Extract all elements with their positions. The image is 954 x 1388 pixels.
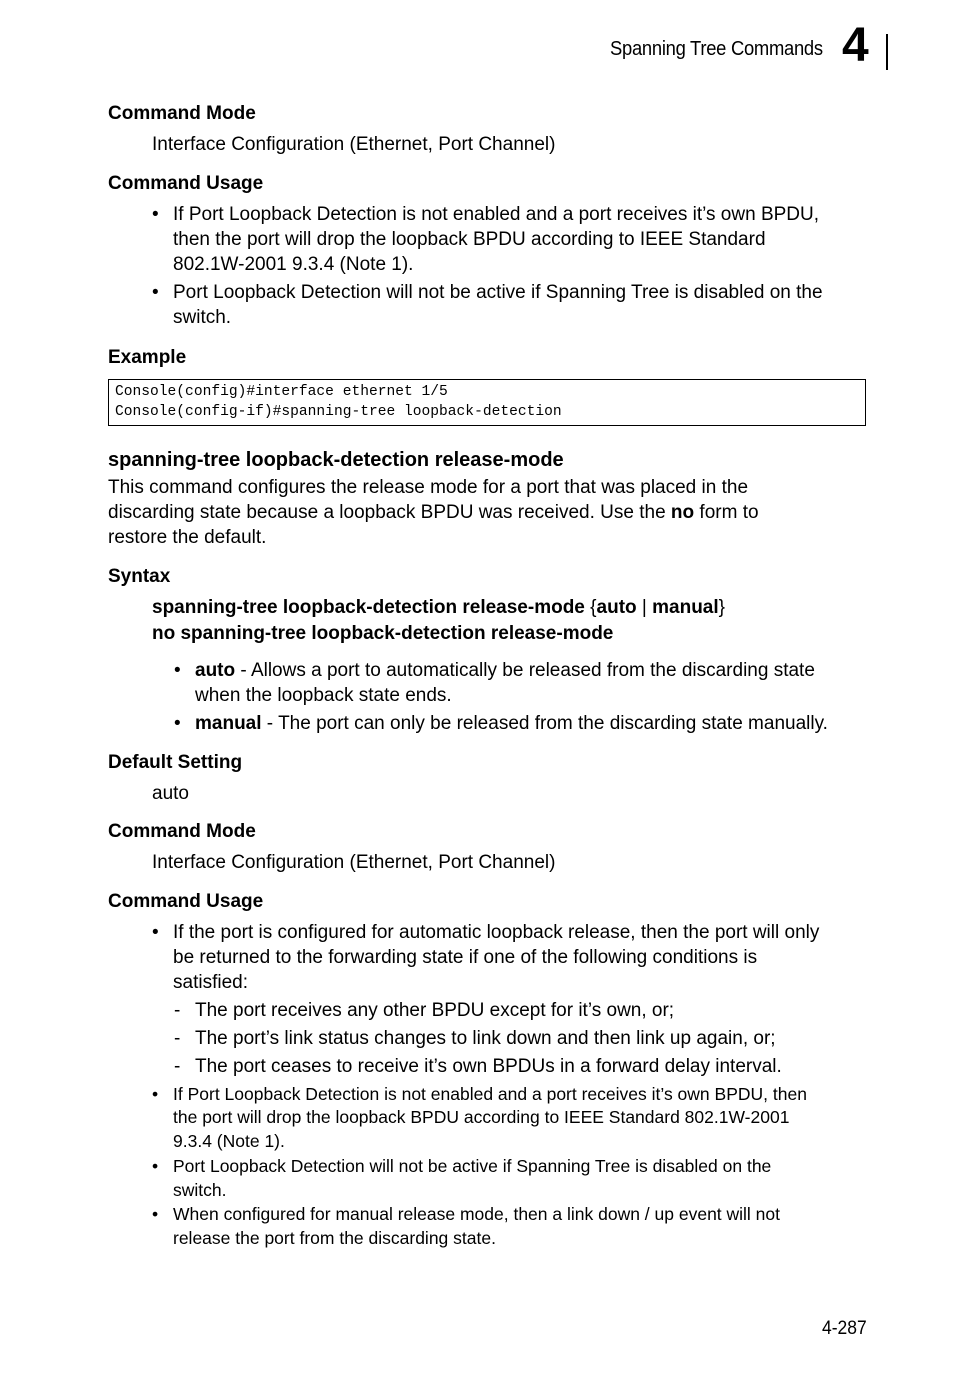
- parameter-desc-line: when the loopback state ends.: [195, 685, 452, 706]
- command-mode-text: Interface Configuration (Ethernet, Port Channel): [152, 134, 556, 155]
- code-line: Console(config-if)#spanning-tree loopback-detection: [115, 404, 562, 420]
- dash-item: The port’s link status changes to link down and then link up again, or;: [195, 1028, 776, 1049]
- chapter-number: 4: [842, 19, 869, 72]
- usage-bullet-line: switch.: [173, 307, 232, 328]
- description-text: form to: [694, 502, 759, 523]
- usage-bullet-line: be returned to the forwarding state if one of the following conditions is: [173, 947, 758, 968]
- syntax-brace: {: [590, 597, 597, 618]
- bullet-marker: •: [152, 1156, 159, 1176]
- usage-bullet-line: the port will drop the loopback BPDU according to IEEE Standard 802.1W-2001: [173, 1107, 790, 1127]
- usage-bullet-line: satisfied:: [173, 972, 248, 993]
- command-usage-heading: Command Usage: [108, 891, 264, 912]
- dash-item: The port ceases to receive it’s own BPDUs in a forward delay interval.: [195, 1056, 782, 1077]
- parameter-name: auto: [195, 660, 236, 681]
- default-setting-value: auto: [152, 783, 189, 804]
- example-heading: Example: [108, 347, 187, 368]
- chapter-divider: [886, 34, 888, 70]
- dash-marker: -: [174, 1056, 181, 1077]
- usage-bullet-line: release the port from the discarding state.: [173, 1228, 496, 1248]
- syntax-brace: }: [718, 597, 726, 618]
- description-line: [108, 500, 759, 525]
- usage-bullet-line: 9.3.4 (Note 1).: [173, 1131, 285, 1151]
- description-text: discarding state because a loopback BPDU was received. Use the: [108, 502, 671, 523]
- usage-bullet-line: then the port will drop the loopback BPDU according to IEEE Standard: [173, 229, 766, 250]
- parameter-desc: - The port can only be released from the discarding state manually.: [261, 713, 828, 734]
- dash-marker: -: [174, 1028, 181, 1049]
- syntax-option: auto: [596, 597, 637, 618]
- usage-bullet-line: Port Loopback Detection will not be active if Spanning Tree is disabled on the: [173, 1156, 772, 1176]
- default-setting-heading: Default Setting: [108, 752, 243, 773]
- syntax-separator: |: [636, 597, 653, 618]
- command-mode-heading: Command Mode: [108, 821, 256, 842]
- bullet-marker: •: [174, 713, 181, 734]
- usage-bullet-line: switch.: [173, 1180, 227, 1200]
- syntax-no-line: no spanning-tree loopback-detection release-mode: [152, 623, 614, 644]
- parameter-item: [195, 658, 815, 683]
- parameter-item: [195, 711, 828, 736]
- description-line: restore the default.: [108, 527, 267, 548]
- bullet-marker: •: [152, 204, 159, 225]
- command-mode-heading: Command Mode: [108, 103, 256, 124]
- syntax-heading: Syntax: [108, 566, 171, 587]
- bullet-marker: •: [174, 660, 181, 681]
- keyword-no: no: [670, 502, 695, 523]
- bullet-marker: •: [152, 1084, 159, 1104]
- syntax-line: [152, 595, 725, 620]
- command-usage-heading: Command Usage: [108, 173, 264, 194]
- description-line: This command configures the release mode for a port that was placed in the: [108, 477, 749, 498]
- usage-bullet-line: If Port Loopback Detection is not enabled and a port receives it’s own BPDU,: [173, 204, 820, 225]
- page-number: 4-287: [822, 1318, 867, 1339]
- usage-bullet-line: Port Loopback Detection will not be active if Spanning Tree is disabled on the: [173, 282, 823, 303]
- running-header: Spanning Tree Commands: [610, 38, 823, 60]
- usage-bullet-line: If the port is configured for automatic loopback release, then the port will only: [173, 922, 820, 943]
- usage-bullet-line: 802.1W-2001 9.3.4 (Note 1).: [173, 254, 414, 275]
- dash-item: The port receives any other BPDU except for it’s own, or;: [195, 1000, 675, 1021]
- parameter-name: manual: [195, 713, 262, 734]
- bullet-marker: •: [152, 1204, 159, 1224]
- dash-marker: -: [174, 1000, 181, 1021]
- bullet-marker: •: [152, 282, 159, 303]
- syntax-command: spanning-tree loopback-detection release-mode: [152, 597, 591, 618]
- command-mode-text: Interface Configuration (Ethernet, Port Channel): [152, 852, 556, 873]
- syntax-option: manual: [652, 597, 719, 618]
- bullet-marker: •: [152, 922, 159, 943]
- usage-bullet-line: If Port Loopback Detection is not enabled and a port receives it’s own BPDU, then: [173, 1084, 807, 1104]
- code-line: Console(config)#interface ethernet 1/5: [115, 384, 448, 400]
- command-title: spanning-tree loopback-detection release-mode: [108, 449, 564, 471]
- parameter-desc: - Allows a port to automatically be released from the discarding state: [235, 660, 815, 681]
- usage-bullet-line: When configured for manual release mode, then a link down / up event will not: [173, 1204, 781, 1224]
